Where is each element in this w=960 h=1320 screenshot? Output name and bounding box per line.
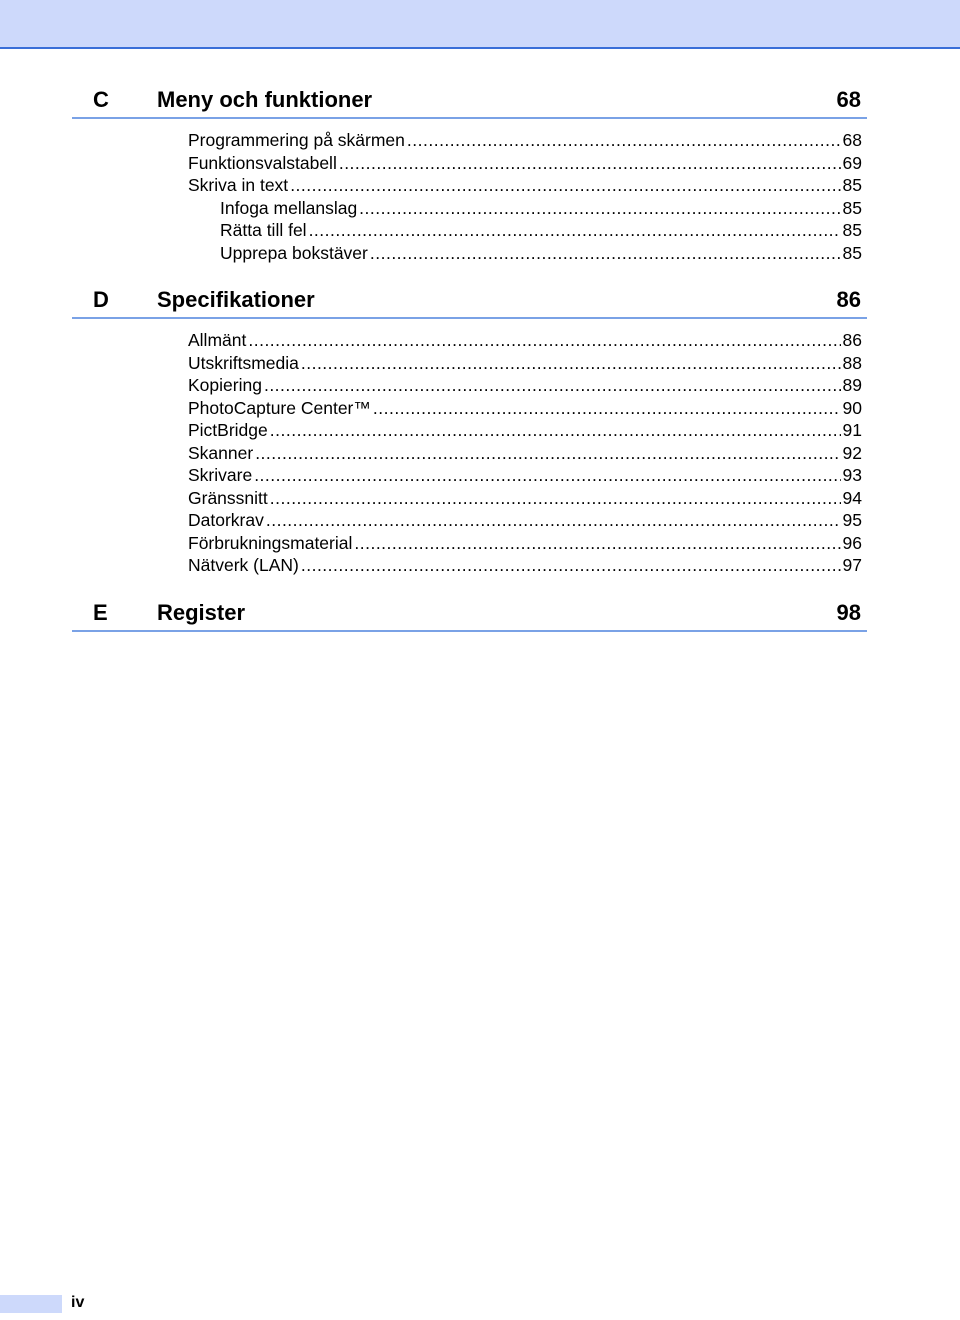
toc-entry-page: 92 bbox=[842, 442, 862, 463]
toc-entry-page: 88 bbox=[842, 352, 862, 373]
toc-entry[interactable] bbox=[72, 329, 867, 352]
toc-entry-label: Datorkrav bbox=[188, 510, 264, 530]
footer-band bbox=[0, 1295, 62, 1313]
toc-entry[interactable] bbox=[72, 442, 867, 465]
chapter-heading[interactable] bbox=[72, 284, 867, 319]
toc-entry-label: Funktionsvalstabell bbox=[188, 152, 337, 173]
toc-entry-page: 93 bbox=[842, 465, 862, 485]
toc-entry-label: Nätverk (LAN) bbox=[188, 555, 299, 575]
dot-leader bbox=[373, 397, 841, 420]
toc-entry-page: 96 bbox=[842, 532, 862, 553]
toc-entry-label: Förbrukningsmaterial bbox=[188, 532, 353, 553]
toc-entry-label: Gränssnitt bbox=[188, 487, 268, 508]
toc-entry[interactable] bbox=[72, 352, 867, 375]
toc-entry-label: Utskriftsmedia bbox=[188, 352, 299, 373]
toc-entry-page: 94 bbox=[842, 487, 862, 508]
dot-leader bbox=[309, 219, 841, 242]
chapter-title: Specifikationer bbox=[157, 287, 315, 312]
toc-subentry[interactable] bbox=[72, 242, 867, 265]
table-of-contents bbox=[72, 84, 867, 652]
toc-subentry[interactable] bbox=[72, 219, 867, 242]
toc-entry-page: 85 bbox=[842, 220, 862, 240]
toc-entry-label: Upprepa bokstäver bbox=[220, 242, 368, 263]
chapter-heading[interactable] bbox=[72, 597, 867, 632]
toc-entry-page: 90 bbox=[842, 397, 862, 418]
chapter-entries bbox=[72, 119, 867, 264]
toc-entry[interactable] bbox=[72, 152, 867, 175]
toc-entry-page: 95 bbox=[842, 510, 862, 530]
dot-leader bbox=[266, 509, 841, 532]
toc-entry-page: 69 bbox=[842, 152, 862, 173]
dot-leader bbox=[255, 442, 840, 465]
chapter-letter: D bbox=[93, 287, 109, 312]
toc-entry-label: Skrivare bbox=[188, 465, 253, 485]
chapter-c bbox=[72, 84, 867, 264]
toc-entry[interactable] bbox=[72, 374, 867, 397]
toc-entry-label: PictBridge bbox=[188, 420, 268, 440]
toc-entry-page: 68 bbox=[842, 130, 862, 150]
toc-entry-page: 97 bbox=[842, 555, 862, 575]
toc-entry[interactable] bbox=[72, 419, 867, 442]
chapter-d bbox=[72, 284, 867, 577]
chapter-letter: E bbox=[93, 599, 108, 625]
toc-entry-label: Skanner bbox=[188, 442, 254, 463]
toc-entry-page: 86 bbox=[842, 330, 862, 350]
chapter-page-number: 68 bbox=[836, 87, 861, 112]
toc-entry[interactable] bbox=[72, 509, 867, 532]
chapter-page-number: 86 bbox=[836, 287, 861, 312]
dot-leader bbox=[354, 532, 840, 555]
chapter-letter: C bbox=[93, 87, 109, 112]
chapter-heading[interactable] bbox=[72, 84, 867, 119]
header-band bbox=[0, 0, 960, 49]
dot-leader bbox=[254, 464, 840, 487]
toc-entry-label: Skriva in text bbox=[188, 175, 289, 195]
toc-entry[interactable] bbox=[72, 532, 867, 555]
toc-subentry[interactable] bbox=[72, 197, 867, 220]
dot-leader bbox=[264, 374, 841, 397]
chapter-title: Meny och funktioner bbox=[157, 87, 373, 112]
dot-leader bbox=[407, 129, 841, 152]
toc-entry-label: Programmering på skärmen bbox=[188, 130, 405, 150]
toc-entry[interactable] bbox=[72, 397, 867, 420]
toc-entry-label: Rätta till fel bbox=[220, 220, 307, 240]
toc-entry[interactable] bbox=[72, 464, 867, 487]
chapter-entries bbox=[72, 319, 867, 577]
dot-leader bbox=[290, 174, 840, 197]
toc-entry-page: 85 bbox=[842, 197, 862, 218]
dot-leader bbox=[301, 554, 841, 577]
toc-entry[interactable] bbox=[72, 554, 867, 577]
dot-leader bbox=[359, 197, 840, 220]
footer-page-number: iv bbox=[71, 1294, 85, 1311]
toc-entry-page: 85 bbox=[842, 175, 862, 195]
chapter-title: Register bbox=[157, 599, 246, 625]
toc-entry[interactable] bbox=[72, 129, 867, 152]
dot-leader bbox=[370, 242, 841, 265]
toc-entry-label: Allmänt bbox=[188, 330, 247, 350]
toc-entry[interactable] bbox=[72, 487, 867, 510]
dot-leader bbox=[339, 152, 841, 175]
dot-leader bbox=[270, 487, 841, 510]
toc-entry-page: 89 bbox=[842, 375, 862, 395]
toc-entry-label: Infoga mellanslag bbox=[220, 197, 358, 218]
toc-entry-page: 85 bbox=[842, 242, 862, 263]
toc-entry[interactable] bbox=[72, 174, 867, 197]
dot-leader bbox=[270, 419, 841, 442]
chapter-page-number: 98 bbox=[836, 599, 861, 625]
toc-entry-label: Kopiering bbox=[188, 375, 262, 395]
dot-leader bbox=[301, 352, 841, 375]
toc-entry-label: PhotoCapture Center™ bbox=[188, 397, 371, 418]
toc-entry-page: 91 bbox=[842, 420, 862, 440]
dot-leader bbox=[248, 329, 840, 352]
chapter-e bbox=[72, 597, 867, 632]
